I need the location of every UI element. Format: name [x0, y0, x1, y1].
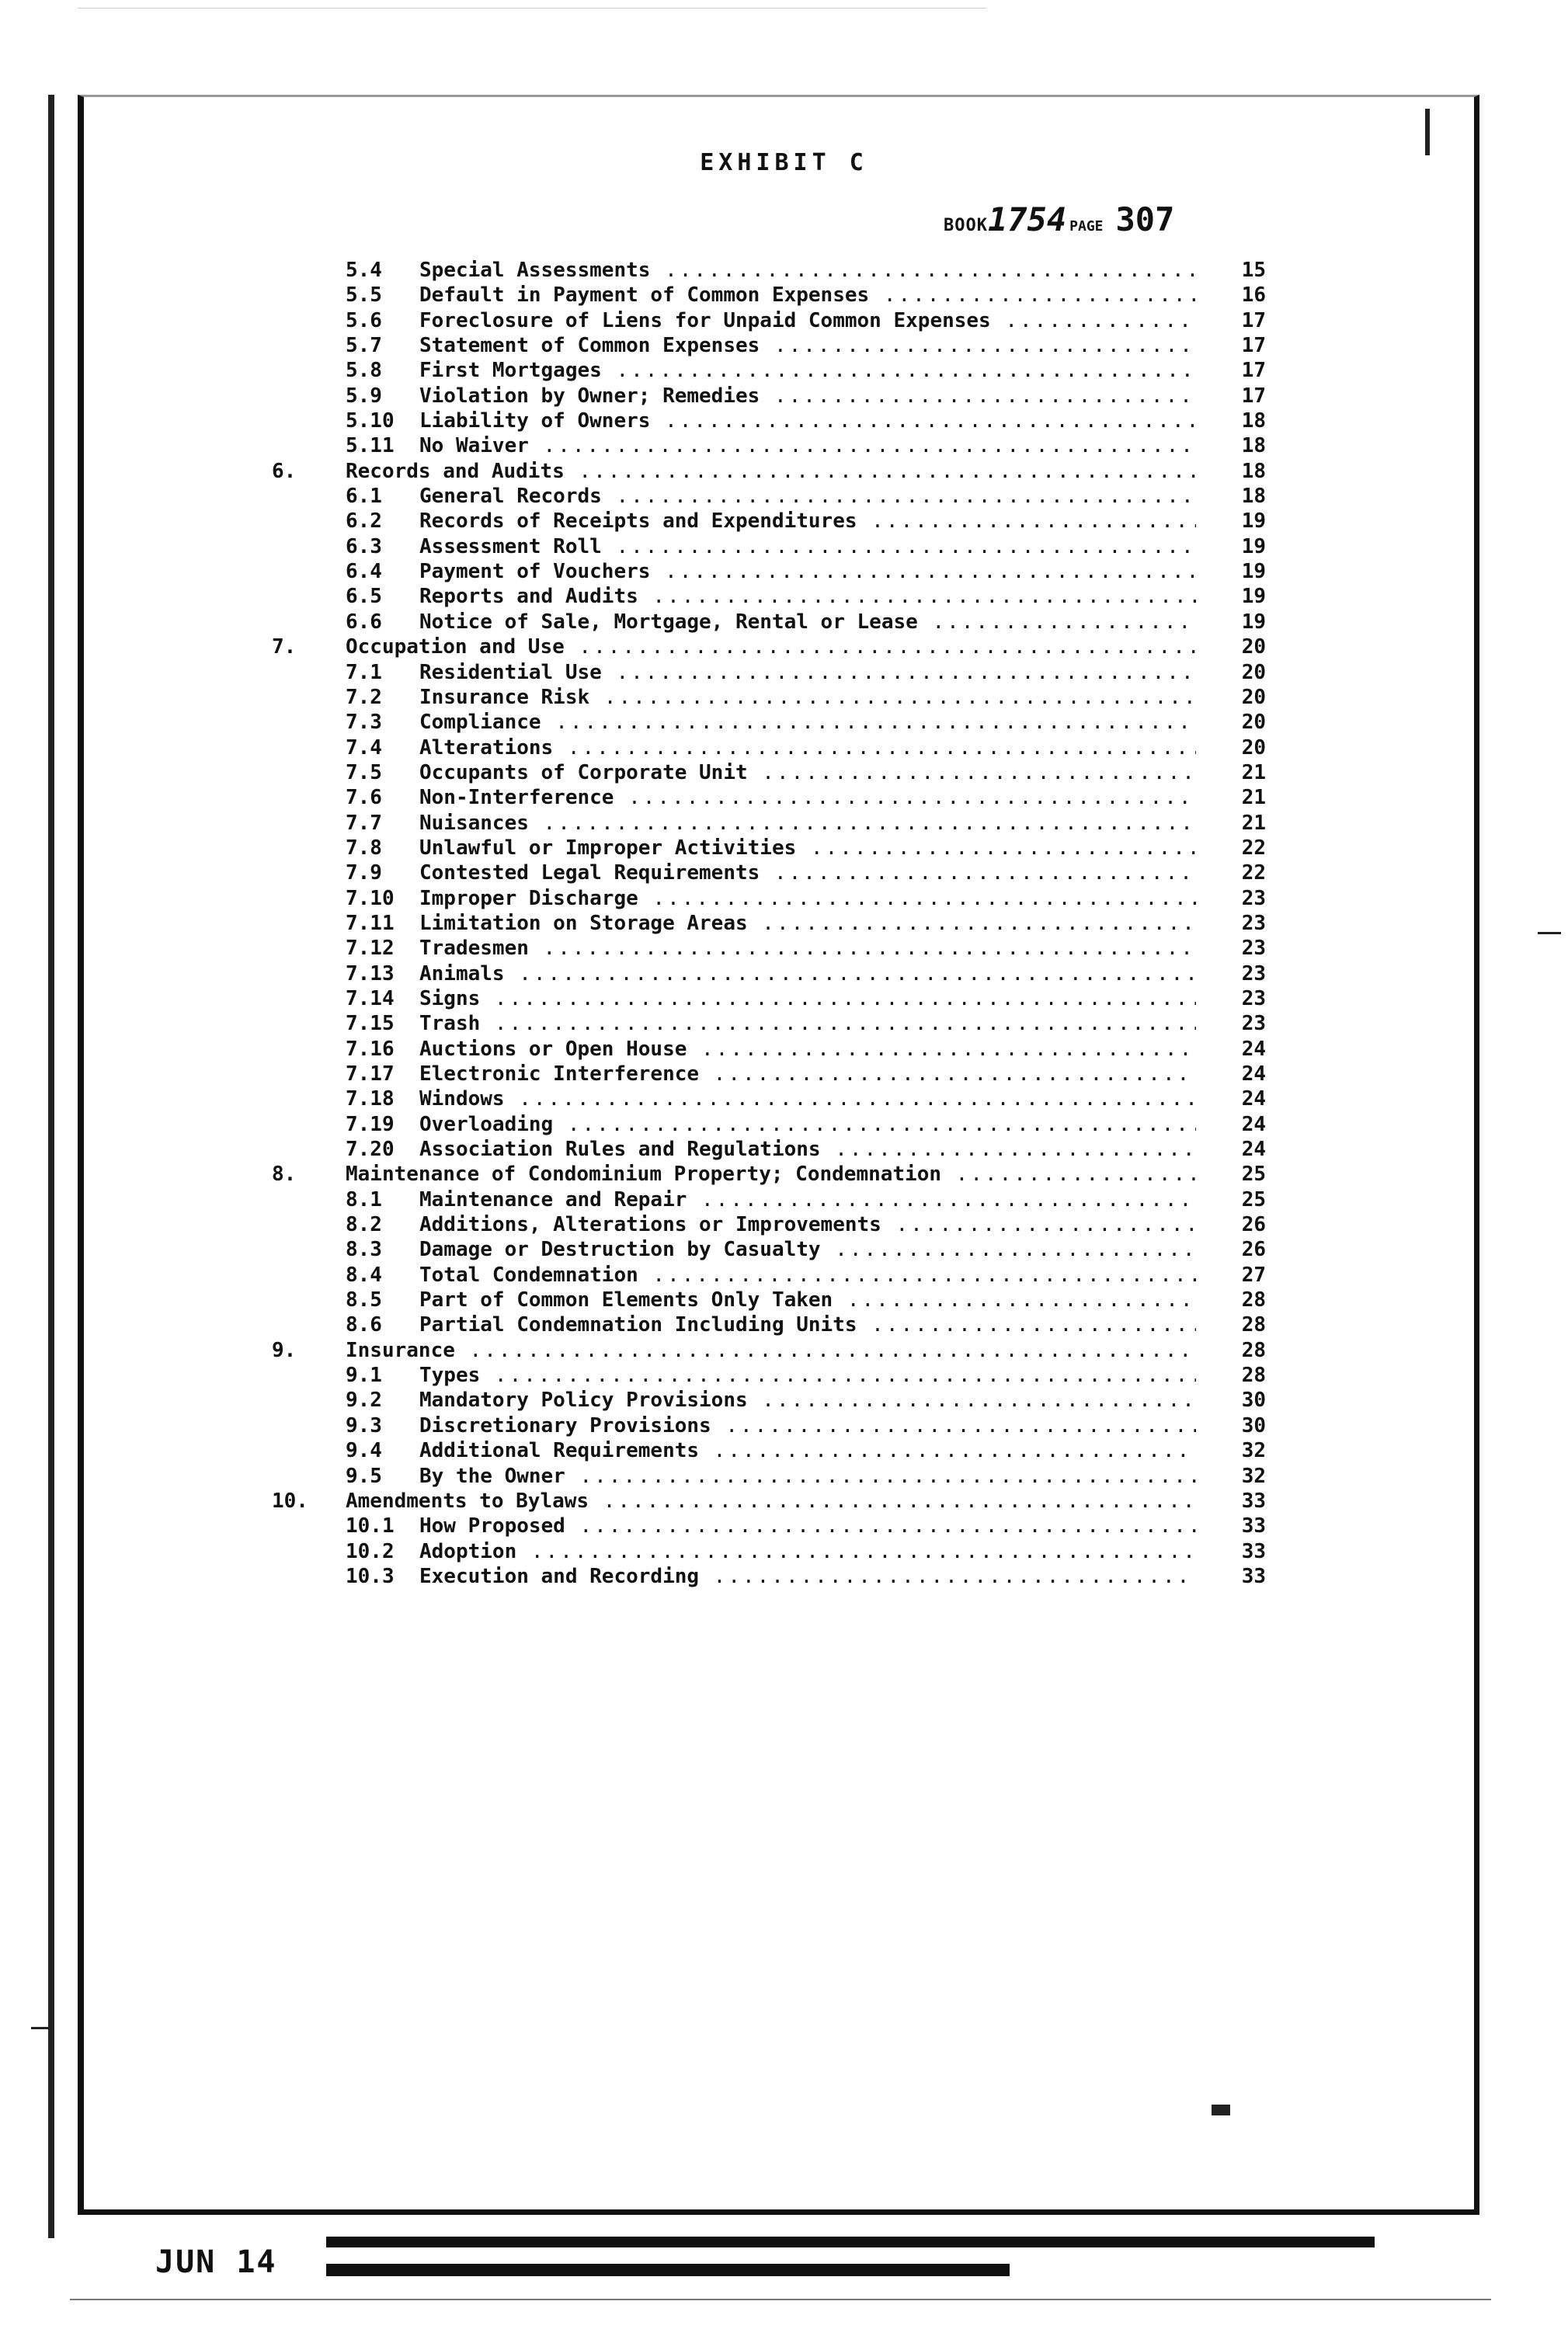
toc-title: By the Owner .....	[419, 1464, 1196, 1489]
toc-title: Nuisances .....	[419, 811, 1196, 836]
toc-title: Liability of Owners .....	[419, 408, 1196, 433]
toc-number: 5.6	[346, 308, 382, 332]
toc-row	[256, 836, 1266, 860]
toc-page-number: 19	[1241, 534, 1266, 558]
scan-artifact	[1425, 109, 1430, 155]
toc-title: Association Rules and Regulations .....	[419, 1137, 1196, 1162]
toc-page-number: 24	[1241, 1138, 1266, 1162]
toc-number: 5.7	[346, 334, 382, 358]
toc-title: Mandatory Policy Provisions .....	[419, 1388, 1196, 1413]
toc-title: Statement of Common Expenses .....	[419, 333, 1196, 358]
toc-title: Amendments to Bylaws .....	[346, 1489, 1196, 1514]
toc-number: 5.5	[346, 283, 382, 308]
toc-row	[256, 811, 1266, 836]
toc-title: Default in Payment of Common Expenses .....	[419, 283, 1196, 308]
toc-page-number: 21	[1241, 811, 1266, 835]
toc-page-number: 22	[1241, 836, 1266, 860]
toc-number: 10.3	[346, 1564, 395, 1588]
toc-page-number: 28	[1241, 1313, 1266, 1337]
toc-number: 7.7	[346, 811, 382, 835]
toc-page-number: 24	[1241, 1112, 1266, 1136]
toc-title: Notice of Sale, Mortgage, Rental or Lease .....	[419, 610, 1196, 634]
toc-page-number: 33	[1241, 1489, 1266, 1513]
toc-title: Alterations .....	[419, 735, 1196, 760]
toc-number: 8.5	[346, 1288, 382, 1312]
toc-row	[256, 1312, 1266, 1337]
toc-page-number: 23	[1241, 937, 1266, 961]
toc-title: Maintenance of Condominium Property; Condemnation .....	[346, 1162, 1196, 1187]
toc-number: 8.4	[346, 1263, 382, 1287]
toc-number: 9.5	[346, 1464, 382, 1488]
toc-number: 10.1	[346, 1514, 395, 1538]
toc-title: Additional Requirements .....	[419, 1438, 1196, 1463]
toc-row	[256, 1212, 1266, 1237]
toc-title: Maintenance and Repair .....	[419, 1187, 1196, 1212]
toc-number: 7.8	[346, 836, 382, 860]
page-number: 307	[1115, 200, 1175, 238]
toc-title: Damage or Destruction by Casualty .....	[419, 1237, 1196, 1262]
scan-artifact	[1538, 932, 1561, 934]
toc-title: Electronic Interference .....	[419, 1062, 1196, 1086]
toc-title: Trash .....	[419, 1011, 1196, 1036]
toc-number: 7.6	[346, 786, 382, 810]
toc-row	[256, 358, 1266, 383]
toc-row	[256, 760, 1266, 785]
toc-number: 8.	[272, 1163, 297, 1187]
toc-number: 8.2	[346, 1213, 382, 1237]
toc-row	[256, 433, 1266, 458]
toc-page-number: 24	[1241, 1062, 1266, 1086]
toc-number: 7.11	[346, 911, 395, 935]
toc-number: 7.13	[346, 961, 395, 985]
toc-section-row	[256, 1489, 1266, 1514]
toc-row	[256, 384, 1266, 408]
toc-title: Violation by Owner; Remedies .....	[419, 384, 1196, 408]
toc-title: Assessment Roll .....	[419, 534, 1196, 559]
toc-title: Records and Audits .....	[346, 459, 1196, 484]
toc-page-number: 28	[1241, 1364, 1266, 1388]
toc-number: 10.	[272, 1489, 308, 1513]
toc-page-number: 19	[1241, 560, 1266, 584]
toc-number: 9.1	[346, 1364, 382, 1388]
toc-title: Contested Legal Requirements .....	[419, 860, 1196, 885]
toc-title: Records of Receipts and Expenditures .....	[419, 509, 1196, 534]
toc-page-number: 27	[1241, 1263, 1266, 1287]
toc-title: Windows .....	[419, 1086, 1196, 1111]
toc-section-row	[256, 459, 1266, 484]
toc-number: 7.9	[346, 861, 382, 885]
toc-page-number: 16	[1241, 283, 1266, 308]
toc-number: 7.12	[346, 937, 395, 961]
toc-number: 7.1	[346, 660, 382, 684]
date-stamp: JUN 14	[155, 2244, 277, 2280]
toc-title: Reports and Audits .....	[419, 584, 1196, 609]
toc-row	[256, 1564, 1266, 1589]
toc-page-number: 25	[1241, 1187, 1266, 1211]
toc-title: Total Condemnation .....	[419, 1263, 1196, 1288]
toc-row	[256, 283, 1266, 308]
toc-number: 7.5	[346, 760, 382, 784]
toc-row	[256, 710, 1266, 735]
toc-title: Special Assessments .....	[419, 258, 1196, 283]
toc-page-number: 23	[1241, 886, 1266, 910]
toc-title: Limitation on Storage Areas .....	[419, 911, 1196, 936]
toc-number: 6.1	[346, 485, 382, 509]
toc-number: 7.16	[346, 1037, 395, 1061]
toc-title: Additions, Alterations or Improvements .....	[419, 1212, 1196, 1237]
toc-title: Execution and Recording .....	[419, 1564, 1196, 1589]
toc-title: Insurance .....	[346, 1338, 1196, 1363]
toc-number: 9.2	[346, 1389, 382, 1413]
book-number: 1754	[987, 200, 1067, 238]
toc-number: 7.10	[346, 886, 395, 910]
toc-page-number: 20	[1241, 660, 1266, 684]
toc-row	[256, 860, 1266, 885]
toc-page-number: 17	[1241, 308, 1266, 332]
toc-title: Animals .....	[419, 961, 1196, 986]
toc-page-number: 20	[1241, 735, 1266, 760]
toc-number: 8.6	[346, 1313, 382, 1337]
toc-page-number: 17	[1241, 334, 1266, 358]
toc-row	[256, 886, 1266, 911]
book-label: BOOK	[944, 216, 988, 235]
toc-page-number: 25	[1241, 1163, 1266, 1187]
scan-redaction-bar	[326, 2237, 1375, 2247]
toc-page-number: 23	[1241, 1012, 1266, 1036]
toc-number: 7.18	[346, 1087, 395, 1111]
toc-page-number: 23	[1241, 986, 1266, 1010]
toc-row	[256, 509, 1266, 534]
toc-title: Non-Interference .....	[419, 785, 1196, 810]
toc-page-number: 20	[1241, 685, 1266, 709]
toc-number: 5.11	[346, 434, 395, 458]
toc-title: First Mortgages .....	[419, 358, 1196, 383]
toc-row	[256, 1438, 1266, 1463]
toc-row	[256, 1086, 1266, 1111]
toc-number: 5.9	[346, 384, 382, 408]
toc-page-number: 17	[1241, 359, 1266, 383]
toc-title: Overloading .....	[419, 1112, 1196, 1137]
toc-number: 5.10	[346, 409, 395, 433]
scan-redaction-bar	[326, 2264, 1010, 2276]
toc-row	[256, 685, 1266, 710]
toc-row	[256, 534, 1266, 559]
toc-page-number: 23	[1241, 911, 1266, 935]
toc-title: Occupants of Corporate Unit .....	[419, 760, 1196, 785]
toc-row	[256, 308, 1266, 333]
toc-page-number: 28	[1241, 1288, 1266, 1312]
toc-number: 6.5	[346, 585, 382, 609]
toc-row	[256, 1112, 1266, 1137]
toc-row	[256, 986, 1266, 1011]
toc-number: 7.20	[346, 1138, 395, 1162]
toc-title: Unlawful or Improper Activities .....	[419, 836, 1196, 860]
toc-title: How Proposed .....	[419, 1514, 1196, 1538]
toc-row	[256, 735, 1266, 760]
toc-row	[256, 1514, 1266, 1538]
toc-row	[256, 961, 1266, 986]
toc-row	[256, 1388, 1266, 1413]
toc-page-number: 26	[1241, 1238, 1266, 1262]
toc-page-number: 33	[1241, 1514, 1266, 1538]
toc-page-number: 30	[1241, 1389, 1266, 1413]
toc-row	[256, 1062, 1266, 1086]
toc-number: 9.4	[346, 1439, 382, 1463]
toc-title: Types .....	[419, 1363, 1196, 1388]
book-page-reference	[944, 200, 1174, 238]
toc-row	[256, 1037, 1266, 1062]
toc-title: Occupation and Use .....	[346, 634, 1196, 659]
toc-page-number: 18	[1241, 409, 1266, 433]
toc-row	[256, 1288, 1266, 1312]
toc-row	[256, 559, 1266, 584]
toc-number: 10.2	[346, 1539, 395, 1563]
toc-row	[256, 1187, 1266, 1212]
toc-title: Foreclosure of Liens for Unpaid Common Expenses .....	[419, 308, 1196, 333]
toc-row	[256, 1539, 1266, 1564]
toc-number: 7.15	[346, 1012, 395, 1036]
toc-row	[256, 333, 1266, 358]
toc-title: General Records .....	[419, 484, 1196, 509]
toc-page-number: 30	[1241, 1413, 1266, 1437]
toc-page-number: 32	[1241, 1439, 1266, 1463]
page-title: EXHIBIT C	[700, 149, 868, 176]
toc-page-number: 23	[1241, 961, 1266, 985]
toc-number: 7.19	[346, 1112, 395, 1136]
toc-number: 7.4	[346, 735, 382, 760]
table-of-contents	[256, 258, 1266, 1589]
toc-row	[256, 911, 1266, 936]
toc-page-number: 18	[1241, 485, 1266, 509]
toc-title: Payment of Vouchers .....	[419, 559, 1196, 584]
toc-number: 6.4	[346, 560, 382, 584]
toc-page-number: 32	[1241, 1464, 1266, 1488]
toc-page-number: 21	[1241, 760, 1266, 784]
toc-row	[256, 610, 1266, 634]
scan-edge-line	[70, 2299, 1491, 2300]
scan-artifact	[1212, 2105, 1230, 2115]
toc-number: 7.3	[346, 711, 382, 735]
toc-title: Partial Condemnation Including Units .....	[419, 1312, 1196, 1337]
toc-number: 6.2	[346, 509, 382, 534]
toc-title: Auctions or Open House .....	[419, 1037, 1196, 1062]
toc-page-number: 22	[1241, 861, 1266, 885]
toc-page-number: 17	[1241, 384, 1266, 408]
toc-row	[256, 1464, 1266, 1489]
toc-number: 6.3	[346, 534, 382, 558]
toc-page-number: 28	[1241, 1338, 1266, 1362]
toc-number: 8.3	[346, 1238, 382, 1262]
toc-row	[256, 258, 1266, 283]
toc-number: 5.4	[346, 259, 382, 282]
toc-title: Signs .....	[419, 986, 1196, 1011]
toc-row	[256, 936, 1266, 961]
toc-row	[256, 1011, 1266, 1036]
toc-page-number: 19	[1241, 509, 1266, 534]
toc-row	[256, 1413, 1266, 1438]
toc-page-number: 19	[1241, 585, 1266, 609]
toc-title: No Waiver .....	[419, 433, 1196, 458]
toc-row	[256, 1263, 1266, 1288]
scan-edge-line	[78, 8, 986, 9]
toc-title: Improper Discharge .....	[419, 886, 1196, 911]
toc-page-number: 33	[1241, 1539, 1266, 1563]
toc-page-number: 15	[1241, 259, 1266, 282]
toc-page-number: 20	[1241, 711, 1266, 735]
toc-row	[256, 1363, 1266, 1388]
toc-number: 8.1	[346, 1187, 382, 1211]
toc-title: Compliance .....	[419, 710, 1196, 735]
toc-row	[256, 484, 1266, 509]
toc-title: Insurance Risk .....	[419, 685, 1196, 710]
toc-number: 7.	[272, 635, 297, 659]
toc-page-number: 24	[1241, 1087, 1266, 1111]
toc-number: 6.	[272, 459, 297, 483]
toc-title: Residential Use .....	[419, 660, 1196, 685]
toc-number: 9.	[272, 1338, 297, 1362]
toc-row	[256, 408, 1266, 433]
toc-page-number: 33	[1241, 1564, 1266, 1588]
toc-number: 7.14	[346, 986, 395, 1010]
toc-section-row	[256, 1162, 1266, 1187]
toc-page-number: 19	[1241, 610, 1266, 634]
toc-page-number: 26	[1241, 1213, 1266, 1237]
toc-section-row	[256, 634, 1266, 659]
scan-artifact	[31, 2027, 54, 2029]
toc-title: Adoption .....	[419, 1539, 1196, 1564]
toc-page-number: 18	[1241, 434, 1266, 458]
scan-binding-edge	[48, 95, 54, 2238]
toc-row	[256, 785, 1266, 810]
toc-row	[256, 660, 1266, 685]
page-label: PAGE	[1069, 218, 1104, 235]
toc-page-number: 24	[1241, 1037, 1266, 1061]
toc-title: Part of Common Elements Only Taken .....	[419, 1288, 1196, 1312]
toc-number: 7.17	[346, 1062, 395, 1086]
toc-row	[256, 1137, 1266, 1162]
toc-title: Discretionary Provisions .....	[419, 1413, 1196, 1438]
toc-page-number: 20	[1241, 635, 1266, 659]
toc-number: 6.6	[346, 610, 382, 634]
toc-page-number: 18	[1241, 459, 1266, 483]
toc-number: 9.3	[346, 1413, 382, 1437]
toc-row	[256, 584, 1266, 609]
toc-section-row	[256, 1338, 1266, 1363]
toc-row	[256, 1237, 1266, 1262]
toc-number: 7.2	[346, 685, 382, 709]
toc-number: 5.8	[346, 359, 382, 383]
toc-page-number: 21	[1241, 786, 1266, 810]
toc-title: Tradesmen .....	[419, 936, 1196, 961]
